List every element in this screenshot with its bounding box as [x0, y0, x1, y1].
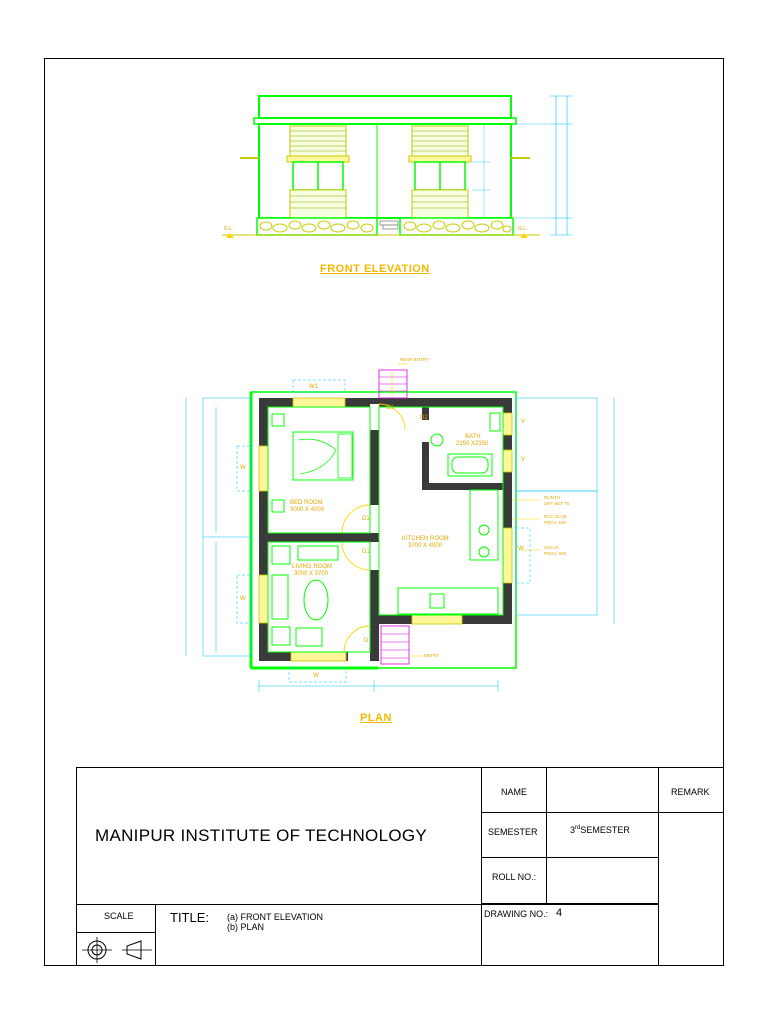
roll-no-label: ROLL NO.:: [492, 872, 537, 882]
window-w-kitchen-label: W: [518, 546, 524, 552]
rcc-note-2: PROJ. 100: [544, 520, 567, 525]
floor-plan: [186, 364, 614, 692]
bed-room-size: 3000 X 4000: [290, 507, 325, 513]
living-room-label: LIVING ROOM: [292, 564, 333, 570]
rear-entry-note: REAR ENTRY: [400, 357, 429, 362]
kitchen-room-size: 3700 X 4000: [408, 543, 443, 549]
drawing-no-value[interactable]: 4: [556, 907, 563, 919]
plinth-note-2: OFF SET 75: [544, 501, 570, 506]
window-w-bottom-label: W: [313, 673, 319, 679]
bed-room-label: BED ROOM: [290, 500, 323, 506]
entry-note: ENTRY: [424, 653, 440, 658]
semester-value[interactable]: [570, 825, 630, 835]
bath-label: BATH: [465, 434, 481, 440]
chaja-note-1: CHAJA: [544, 545, 559, 550]
semester-label: SEMESTER: [488, 827, 538, 837]
elevation-window-left: [287, 126, 349, 218]
semester-suffix: rd: [575, 825, 581, 831]
ventilator-v-top-label: V: [521, 419, 526, 425]
chaja-note-2: PROJ. 600: [544, 551, 567, 556]
remark-label: REMARK: [671, 787, 710, 797]
title-label: TITLE:: [170, 910, 210, 925]
living-room-size: 3000 X 3700: [294, 571, 329, 577]
elevation-title: FRONT ELEVATION: [320, 263, 430, 275]
semester-number: 3: [570, 825, 576, 835]
door-d-entry-label: D: [364, 638, 369, 644]
front-elevation: [222, 96, 572, 238]
elevation-window-right: [409, 126, 471, 218]
living-furniture: [272, 546, 338, 646]
bath-size: 2150 X2350: [456, 441, 489, 447]
window-w-bed-label: W: [240, 465, 246, 471]
rear-entry-steps: [379, 364, 407, 398]
elevation-plinth: [257, 218, 513, 235]
name-label: NAME: [501, 787, 528, 797]
plinth-note-1: PLINTH: [544, 495, 561, 500]
plan-title: PLAN: [360, 712, 392, 724]
title-line-1: (a) FRONT ELEVATION: [227, 912, 324, 922]
semester-word: SEMESTER: [580, 825, 630, 835]
kitchen-room-label: KITCHEN ROOM: [402, 536, 449, 542]
gl-right-label: G.L.: [518, 226, 528, 232]
title-line-2: (b) PLAN: [227, 922, 265, 932]
window-w1-label: W1: [309, 384, 318, 390]
door-d1-bed-label: D1: [362, 516, 370, 522]
kitchen-furniture: [398, 490, 498, 614]
institute-name: MANIPUR INSTITUTE OF TECHNOLOGY: [95, 826, 428, 845]
scale-label: SCALE: [104, 911, 134, 921]
bed-furniture: [272, 414, 353, 512]
entry-steps: [381, 626, 409, 664]
gl-left-label: G.L.: [224, 226, 234, 232]
door-d1-top-label: D1: [386, 405, 394, 411]
door-d2-label: D2: [420, 415, 428, 421]
window-w-living-label: W: [240, 596, 246, 602]
drawing-no-label: DRAWING NO.:: [484, 909, 549, 919]
ventilator-v-bottom-label: V: [521, 457, 526, 463]
door-d1-living-label: D1: [362, 549, 370, 555]
scale-symbol-cell: [76, 932, 156, 966]
rcc-note-1: RCC SLAB: [544, 514, 567, 519]
